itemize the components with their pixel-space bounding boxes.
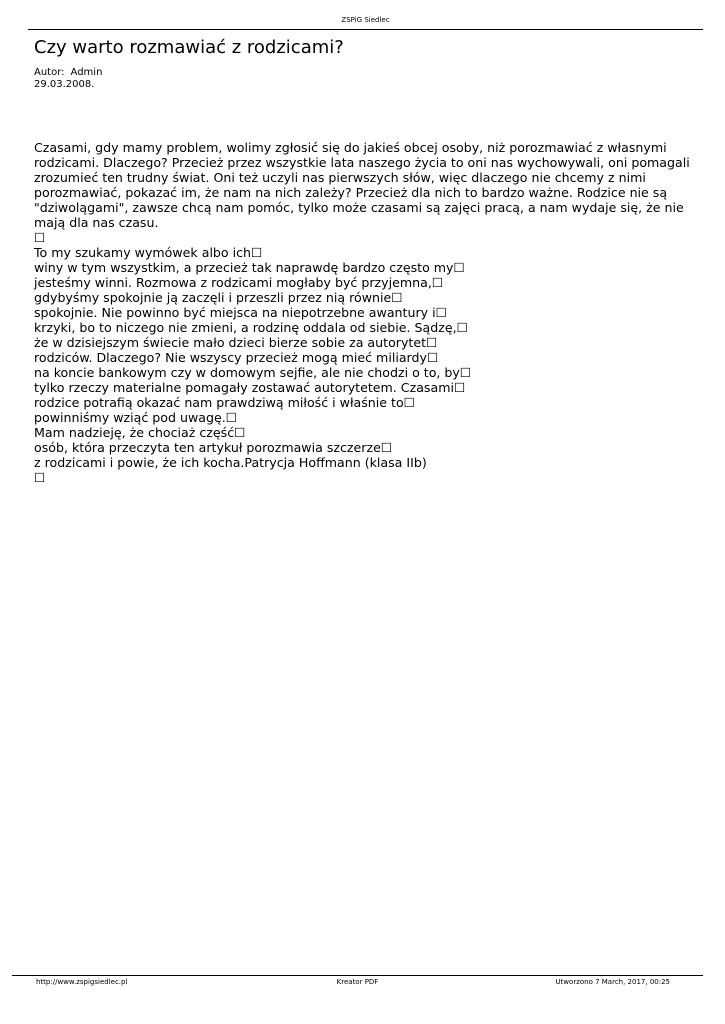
author-label: Autor: — [34, 67, 65, 78]
author-name: Admin — [70, 67, 103, 78]
intro-line: Czasami, gdy mamy problem, wolimy zgłosić się do jakieś obcej osoby, niż porozmawiać z własnymi — [34, 140, 667, 155]
body-line: To my szukamy wymówek albo ich☐ — [34, 245, 263, 260]
body-line: ☐ — [34, 230, 46, 245]
intro-line: porozmawiać, pokazać im, że nam na nich zależy? Przecież dla nich to bardzo ważne. Rodzice nie są — [34, 185, 668, 200]
body-line: krzyki, bo to niczego nie zmieni, a rodzinę oddala od siebie. Sądzę,☐ — [34, 320, 468, 335]
footer-generator: Kreator PDF — [336, 978, 379, 986]
footer-created-date: Utworzono 7 March, 2017, 00:25 — [555, 978, 670, 986]
intro-line: "dziwolągami", zawsze chcą nam pomóc, tylko może czasami są zajęci pracą, a nam wydaje się, że nie — [34, 200, 684, 215]
body-line: z rodzicami i powie, że ich kocha.Patrycja Hoffmann (klasa IIb) — [34, 455, 427, 470]
intro-line: rodzicami. Dlaczego? Przecież przez wszystkie lata naszego życia to oni nas wychowywali, oni pomagali — [34, 155, 690, 170]
body-line: spokojnie. Nie powinno być miejsca na niepotrzebne awantury i☐ — [34, 305, 447, 320]
article-date: 29.03.2008. — [34, 79, 95, 90]
body-line: rodzice potrafią okazać nam prawdziwą miłość i właśnie to☐ — [34, 395, 415, 410]
site-name: ZSPiG Siedlec — [341, 16, 390, 24]
author-line — [34, 67, 102, 79]
body-line: na koncie bankowym czy w domowym sejfie, ale nie chodzi o to, by☐ — [34, 365, 472, 380]
body-line: że w dzisiejszym świecie mało dzieci bierze sobie za autorytet☐ — [34, 335, 438, 350]
article-body — [34, 140, 694, 485]
article-title: Czy warto rozmawiać z rodzicami? — [34, 37, 344, 58]
footer-url: http://www.zspigsiedlec.pl — [36, 978, 128, 986]
body-line: osób, która przeczyta ten artykuł porozmawia szczerze☐ — [34, 440, 393, 455]
body-line: Mam nadzieję, że chociaż część☐ — [34, 425, 246, 440]
body-line: powinniśmy wziąć pod uwagę.☐ — [34, 410, 238, 425]
page-footer — [12, 975, 703, 988]
body-line: winy w tym wszystkim, a przecież tak naprawdę bardzo często my☐ — [34, 260, 465, 275]
intro-line: mają dla nas czasu. — [34, 215, 159, 230]
body-line: ☐ — [34, 470, 46, 485]
article-intro — [34, 140, 694, 230]
page-header — [28, 15, 703, 30]
body-line: jesteśmy winni. Rozmowa z rodzicami mogłaby być przyjemna,☐ — [34, 275, 444, 290]
body-line: gdybyśmy spokojnie ją zaczęli i przeszli przez nią równie☐ — [34, 290, 403, 305]
article-meta — [34, 67, 102, 91]
intro-line: zrozumieć ten trudny świat. Oni też uczyli nas pierwszych słów, więc dlaczego nie chcemy z nimi — [34, 170, 646, 185]
body-line: rodziców. Dlaczego? Nie wszyscy przecież mogą mieć miliardy☐ — [34, 350, 439, 365]
body-line: tylko rzeczy materialne pomagały zostawać autorytetem. Czasami☐ — [34, 380, 466, 395]
